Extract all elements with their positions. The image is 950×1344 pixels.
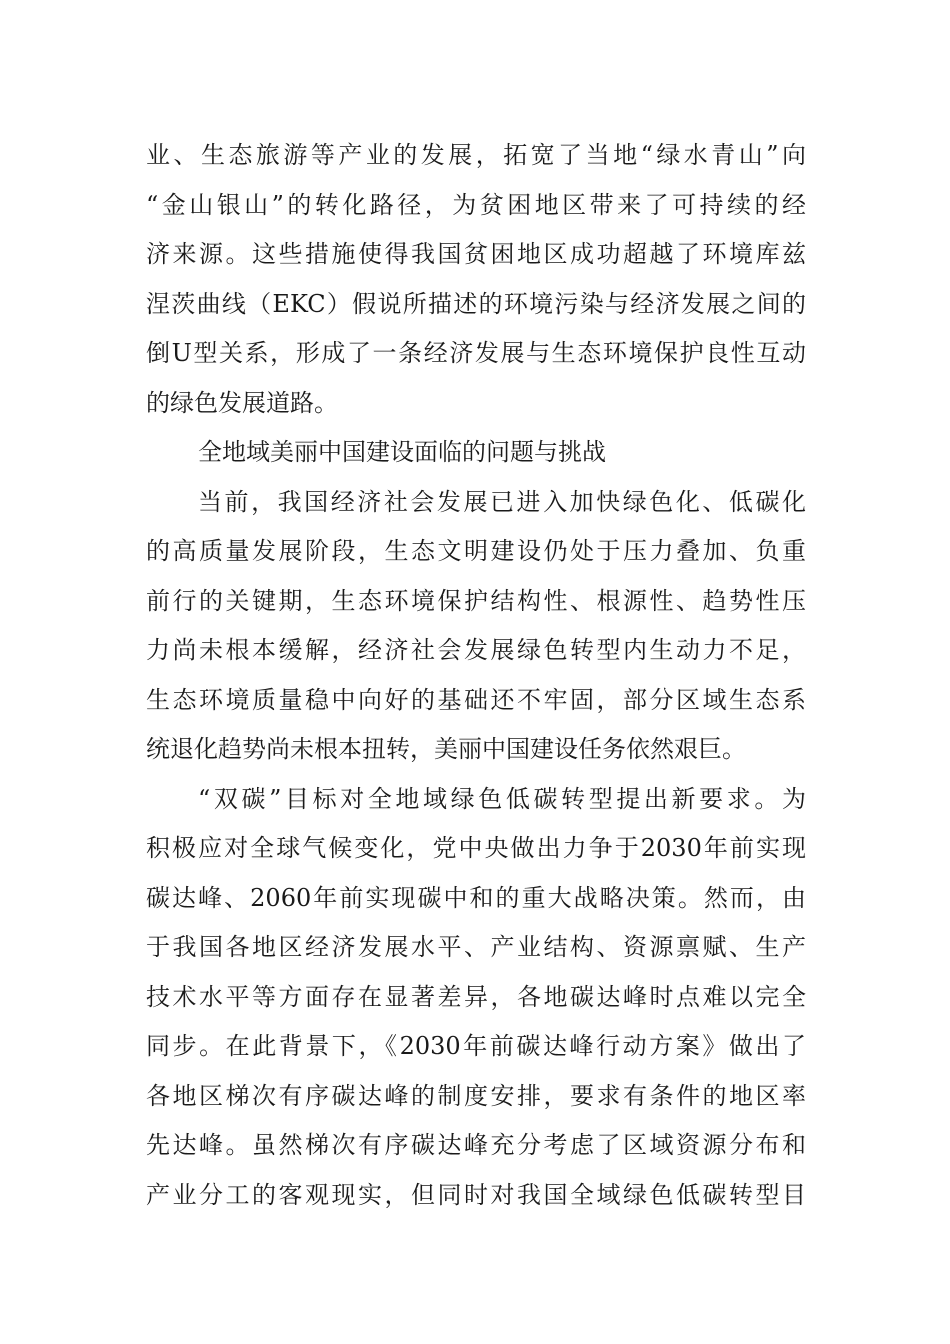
text-line: 业、生态旅游等产业的发展，拓宽了当地“绿水青山”向 [146, 141, 806, 169]
text-line: 技术水平等方面存在显著差异，各地碳达峰时点难以完全 [146, 982, 806, 1011]
section-heading: 全地域美丽中国建设面临的问题与挑战 [198, 438, 606, 466]
text-line: 于我国各地区经济发展水平、产业结构、资源禀赋、生产 [146, 933, 806, 961]
text-line: 济来源。这些措施使得我国贫困地区成功超越了环境库兹 [146, 240, 806, 268]
text-line: 先达峰。虽然梯次有序碳达峰充分考虑了区域资源分布和 [146, 1131, 806, 1159]
text-line: 当前，我国经济社会发展已进入加快绿色化、低碳化 [198, 487, 806, 516]
text-line: 同步。在此背景下，《2030年前碳达峰行动方案》做出了 [146, 1032, 806, 1060]
text-line: 力尚未根本缓解，经济社会发展绿色转型内生动力不足， [146, 636, 806, 664]
text-line: 倒U型关系，形成了一条经济发展与生态环境保护良性互动 [146, 339, 806, 367]
text-line: 统退化趋势尚未根本扭转，美丽中国建设任务依然艰巨。 [146, 735, 746, 763]
document-body [146, 131, 806, 1220]
text-line: 碳达峰、2060年前实现碳中和的重大战略决策。然而，由 [146, 883, 806, 912]
text-line: 各地区梯次有序碳达峰的制度安排，要求有条件的地区率 [146, 1081, 806, 1110]
text-line: 积极应对全球气候变化，党中央做出力争于2030年前实现 [146, 834, 806, 862]
text-line: “双碳”目标对全地域绿色低碳转型提出新要求。为 [198, 784, 806, 813]
text-line: 的绿色发展道路。 [146, 388, 338, 417]
text-line: 的高质量发展阶段，生态文明建设仍处于压力叠加、负重 [146, 537, 806, 565]
text-line: “金山银山”的转化路径，为贫困地区带来了可持续的经 [146, 190, 806, 219]
text-line: 生态环境质量稳中向好的基础还不牢固，部分区域生态系 [146, 685, 806, 714]
text-line: 前行的关键期，生态环境保护结构性、根源性、趋势性压 [146, 586, 806, 615]
text-line: 产业分工的客观现实，但同时对我国全域绿色低碳转型目 [146, 1180, 806, 1209]
text-line: 涅茨曲线（EKC）假说所描述的环境污染与经济发展之间的 [146, 289, 806, 318]
